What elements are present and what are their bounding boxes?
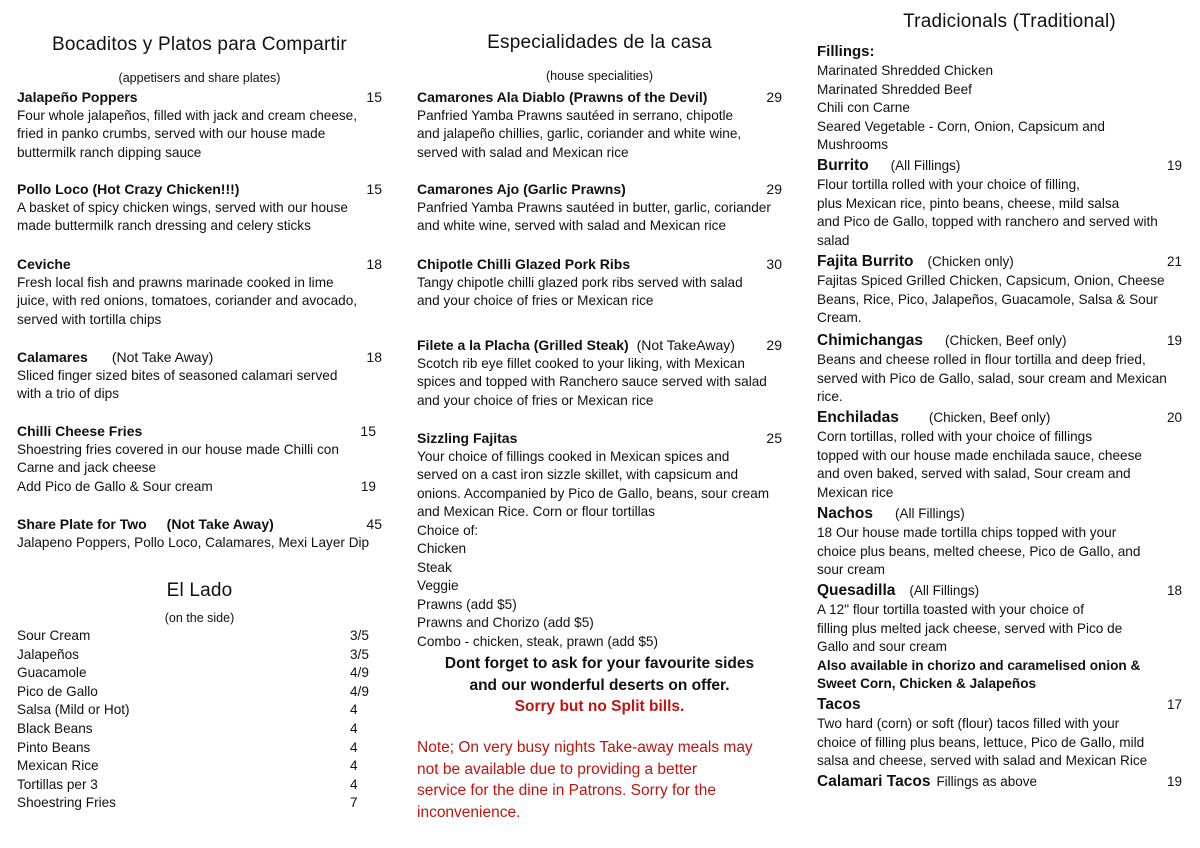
menu-item — [417, 429, 782, 651]
item-desc: Sliced finger sized bites of seasoned calamari served with a trio of dips — [17, 367, 338, 401]
item-price: 30 — [766, 256, 782, 272]
item-desc: Four whole jalapeños, filled with jack and cream cheese, fried in panko crumbs, served with our house made buttermilk ranch dipping sauce — [17, 107, 358, 160]
specialities-title: Especialidades de la casa — [487, 32, 712, 53]
side-row: Sour Cream 3/5 — [17, 628, 369, 643]
item-desc: Scotch rib eye fillet cooked to your liking, with Mexican spices and topped with Ranchero sauce served with salad and your choice of fries or Mexican rice — [417, 355, 767, 408]
item-price: 21 — [1166, 254, 1182, 269]
item-name: Fajita Burrito — [817, 253, 914, 270]
side-row: Black Beans 4 — [17, 720, 358, 736]
side-row: Mexican Rice 4 — [17, 758, 358, 774]
menu-item: Chimichangas (Chicken, Beef only) 19 Beans and cheese rolled in flour tortilla and deep fried, served with Pico de Gallo, salad, sour cream and Mexican rice. — [817, 332, 1182, 404]
side-row: Pico de Gallo 4/9 — [17, 683, 369, 699]
menu-item — [17, 88, 382, 162]
sides-reminder: Dont forget to ask for your favourite sides and our wonderful deserts on offer. Sorry but no Split bills. — [417, 653, 782, 718]
item-price: 29 — [766, 181, 782, 197]
item-name: Nachos — [817, 505, 873, 522]
sides-subtitle: (on the side) — [164, 611, 235, 625]
item-name: Burrito — [817, 157, 869, 174]
item-desc: Tangy chipotle chilli glazed pork ribs served with salad and your choice of fries or Mexican rice — [417, 274, 743, 308]
appetisers-title: Bocaditos y Platos para Compartir — [52, 34, 347, 55]
menu-item: Enchiladas (Chicken, Beef only) 20 Corn tortillas, rolled with your choice of fillings topped with our house made enchilada sauce, cheese and oven baked, served with salad, Sour cream and Mexican rice — [817, 409, 1182, 500]
item-note: Fillings as above — [936, 774, 1037, 789]
side-row: Guacamole 4/9 — [17, 665, 369, 681]
fillings-title: Fillings: — [817, 43, 875, 60]
side-row: Salsa (Mild or Hot) 4 — [17, 702, 358, 718]
item-price: 25 — [766, 430, 782, 446]
item-name: Pollo Loco (Hot Crazy Chicken!!!) — [17, 181, 240, 197]
item-desc: Panfried Yamba Prawns sautéed in serrano, chipotle and jalapeño chillies, garlic, coriander and white wine, served with salad and Mexican rice — [417, 107, 742, 160]
item-name: Enchiladas — [817, 409, 899, 426]
item-note: (Not TakeAway) — [636, 337, 735, 353]
item-note: (All Fillings) — [895, 506, 965, 521]
takeaway-note: Note; On very busy nights Take-away meals may not be available due to providing a better service for the dine in Patrons. Sorry for the inconvenience. — [417, 739, 753, 821]
item-price: 15 — [366, 181, 382, 197]
item-price: 17 — [1166, 697, 1182, 712]
item-note: (Not Take Away) — [111, 349, 214, 365]
item-name: Camarones Ajo (Garlic Prawns) — [417, 181, 626, 197]
item-price: 19 — [1166, 158, 1182, 173]
item-extra: Add Pico de Gallo & Sour cream 19 — [17, 478, 376, 494]
appetisers-subtitle: (appetisers and share plates) — [118, 71, 281, 85]
item-name: Ceviche — [17, 256, 71, 272]
item-note: (Chicken only) — [927, 254, 1014, 269]
menu-item — [17, 255, 382, 329]
item-desc: Panfried Yamba Prawns sautéed in butter, garlic, coriander and white wine, served with salad and Mexican rice — [417, 199, 771, 233]
item-note: (Chicken, Beef only) — [944, 333, 1067, 348]
sides-title: El Lado — [166, 580, 233, 601]
item-desc: A basket of spicy chicken wings, served with our house made buttermilk ranch dressing and celery sticks — [17, 199, 348, 233]
menu-item: Nachos (All Fillings) 18 Our house made tortilla chips topped with your choice plus beans, melted cheese, Pico de Gallo, and sour cream — [817, 505, 1141, 577]
item-desc: Your choice of fillings cooked in Mexican spices and served on a cast iron sizzle skillet, with capsicum and onions. Accompanied by Pico de Gallo, beans, sour cream and Mexican Rice. Corn or flour tortillas Choice of: Chicken Steak Veggie Prawns (add $5) Prawns and Chorizo (add $5) Combo - chicken, steak, prawn (add $5) — [417, 448, 770, 649]
sides-list — [17, 627, 380, 813]
item-note: (All Fillings) — [909, 583, 980, 598]
item-desc: Fresh local fish and prawns marinade cooked in lime juice, with red onions, tomatoes, coriander and avocado, served with tortilla chips — [17, 274, 358, 327]
menu-item: Burrito (All Fillings) 19 Flour tortilla rolled with your choice of filling, plus Mexican rice, pinto beans, cheese, mild salsa and Pico de Gallo, topped with ranchero and served with salad — [817, 157, 1182, 248]
item-name: Jalapeño Poppers — [17, 89, 138, 105]
item-price: 29 — [766, 89, 782, 105]
item-name: Share Plate for Two — [17, 516, 147, 532]
no-split-bills: Sorry but no Split bills. — [514, 698, 685, 715]
item-price: 29 — [766, 337, 782, 353]
item-name: Quesadilla — [817, 582, 896, 599]
item-note: (Not Take Away) — [166, 516, 274, 532]
menu-item — [17, 348, 382, 404]
side-row: Pinto Beans 4 — [17, 739, 358, 755]
menu-item — [817, 772, 1182, 792]
menu-item: Tacos 17 Two hard (corn) or soft (flour) tacos filled with your choice of filling plus beans, lettuce, Pico de Gallo, mild salsa and cheese, served with salad and Mexican Rice — [817, 696, 1182, 768]
item-name: Calamari Tacos — [817, 773, 931, 790]
item-name: Calamares — [17, 349, 88, 365]
menu-item — [417, 255, 782, 311]
traditional-title: Tradicionals (Traditional) — [903, 11, 1116, 32]
item-price: 20 — [1166, 410, 1182, 425]
menu-item — [17, 422, 382, 496]
side-row: Jalapeños 3/5 — [17, 646, 369, 662]
fillings-block: Fillings: Marinated Shredded Chicken Marinated Shredded Beef Chili con Carne Seared Vegetable - Corn, Onion, Capsicum and Mushrooms — [817, 42, 1182, 155]
item-price: 18 — [366, 349, 382, 365]
menu-item: Fajita Burrito (Chicken only) 21 Fajitas Spiced Grilled Chicken, Capsicum, Onion, Cheese Beans, Rice, Pico, Jalapeños, Guacamole, Salsa & Sour Cream. — [817, 253, 1182, 325]
item-price: 45 — [366, 516, 382, 532]
menu-item — [17, 180, 382, 236]
item-note: (Chicken, Beef only) — [928, 410, 1051, 425]
item-name: Sizzling Fajitas — [417, 430, 518, 446]
item-price: 19 — [1166, 774, 1182, 789]
item-name: Tacos — [817, 696, 861, 713]
item-price: 18 — [1166, 583, 1182, 598]
item-price: 15 — [360, 423, 376, 439]
item-desc: Shoestring fries covered in our house made Chilli con Carne and jack cheese — [17, 441, 339, 475]
specialities-subtitle: (house specialities) — [546, 69, 653, 83]
item-note: (All Fillings) — [890, 158, 961, 173]
menu-item: Quesadilla (All Fillings) 18 A 12" flour tortilla toasted with your choice of filling plus melted jack cheese, served with Pico de Gallo and sour cream Also available in chorizo and caramelised onion & Sweet Corn, Chicken & Jalapeños — [817, 582, 1182, 691]
item-name: Camarones Ala Diablo (Prawns of the Devil) — [417, 89, 708, 105]
item-price: 15 — [366, 89, 382, 105]
menu-item — [417, 88, 782, 162]
item-name: Chipotle Chilli Glazed Pork Ribs — [417, 256, 631, 272]
menu-item — [417, 336, 782, 410]
item-price: 18 — [366, 256, 382, 272]
item-name: Chilli Cheese Fries — [17, 423, 143, 439]
item-price: 19 — [1166, 333, 1182, 348]
item-name: Filete a la Placha (Grilled Steak) — [417, 337, 629, 353]
item-desc: Jalapeno Poppers, Pollo Loco, Calamares, Mexi Layer Dip — [17, 534, 370, 550]
menu-item — [417, 180, 782, 236]
item-name: Chimichangas — [817, 332, 923, 349]
side-row: Tortillas per 3 4 — [17, 776, 358, 792]
menu-item — [17, 515, 382, 552]
side-row: Shoestring Fries 7 — [17, 795, 358, 811]
